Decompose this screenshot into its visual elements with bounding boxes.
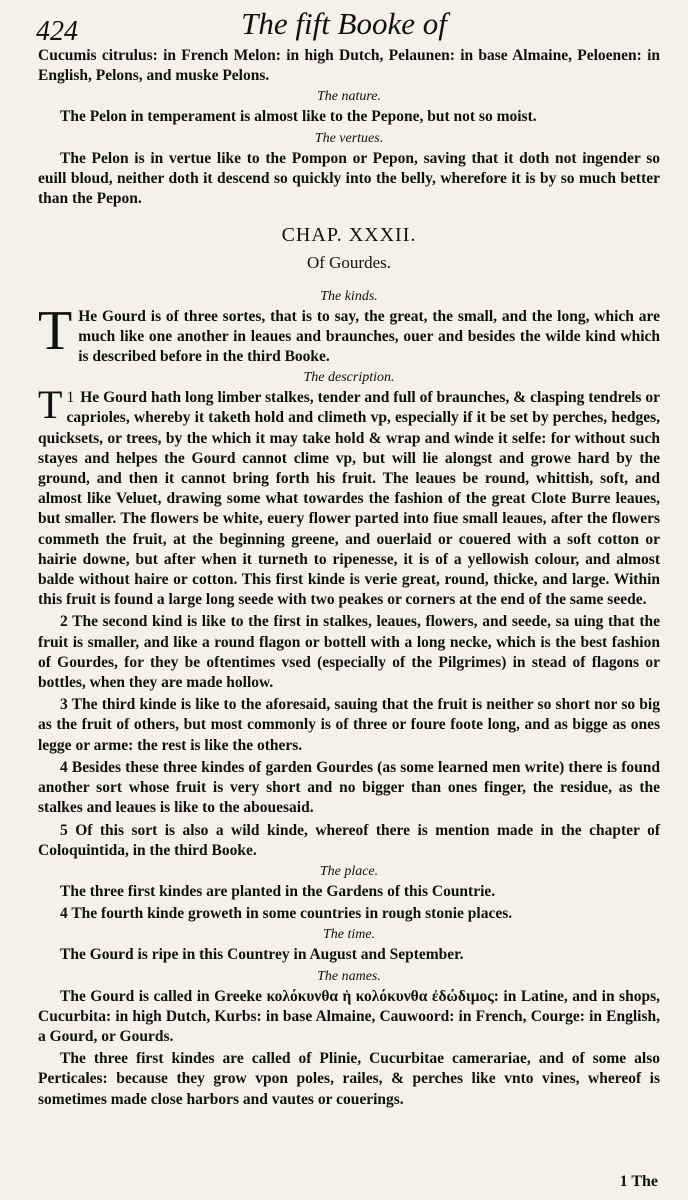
chapter-subtitle: Of Gourdes. [306, 253, 392, 273]
description-text-1: He Gourd hath long limber stalkes, tender and full of braunches, & clasping tendrels or caprioles, whereby it taketh hold and climeth vp, especially if it be set by perches, hedges, quicksets, or trees, by the which it may take hold & wrap and winde it selfe: for without such stayes and helpes the Gourd cannot clime vp, but will lie alongst and growe hard by the ground, and then it cannot bring forth his fruit. The leaues be round, whittish, soft, and almost like Veluet, drawing some what towardes the fashion of the great Clote Burre leaues, but smaller. The flowers be white, euery flower parted into fiue small leaues, after the flowers commeth the fruit, at the beginning greene, and ouerlaid or couered with a soft cotton or hairie downe, but after when it turneth to ripenesse, it is of a yellowish colour, and almost balde without haire or cotton. This first kinde is verie great, round, thicke, and large. Within this fruit is found a large long seede with two peakes or corners at the end of the same seede. [38, 389, 660, 609]
melon-names-paragraph: Cucumis citrulus: in French Melon: in high Dutch, Pelaunen: in base Almaine, Peloenen: in English, Pelons, and muske Pelons. [38, 47, 660, 85]
description-paragraph-5: 5 Of this sort is also a wild kinde, whereof there is mention made in the chapter of Coloquintida, in the third Booke. [38, 821, 660, 859]
vertues-heading: The vertues. [314, 130, 384, 146]
nature-paragraph: The Pelon in temperament is almost like to the Pepone, but not so moist. [60, 108, 537, 126]
place-line-2: 4 The fourth kinde groweth in some countries in rough stonie places. [60, 905, 513, 923]
chapter-title: CHAP. XXXII. [281, 224, 417, 247]
description-paragraph-2: 2 The second kind is like to the first in stalkes, leaues, flowers, and seede, sa uing that the fruit is smaller, and like a round flagon or bottell with a long necke, which is the best fashion of Gourdes, for they be oftentimes vsed (especially of the Pilgrimes) in stead of flagons or bottles, when they are made hollow. [38, 613, 660, 692]
time-paragraph: The Gourd is ripe in this Countrey in August and September. [60, 946, 464, 964]
description-paragraph-1 [38, 382, 660, 610]
page-body [38, 46, 660, 1112]
catchword: 1 The [619, 1173, 658, 1190]
kinds-paragraph [38, 299, 660, 368]
time-heading: The time. [322, 927, 376, 943]
description-paragraph-3: 3 The third kinde is like to the aforesaid, sauing that the fruit is neither so short nor so big as the fruit of others, but most commonly is of three or foure foote long, and as bigge as ones legge or arme: the rest is like the others. [38, 696, 660, 754]
running-title: The fift Booke of [241, 6, 447, 41]
description-paragraph-4: 4 Besides these three kindes of garden Gourdes (as some learned men write) there is found another sort whose fruit is very short and no bigger than ones finger, the residue, as the stalkes and leaues is like to the abouesaid. [38, 758, 660, 817]
names-heading: The names. [317, 968, 381, 984]
description-heading: The description. [303, 370, 395, 386]
drop-cap: T [38, 299, 73, 362]
place-line-1: The three first kindes are planted in the Gardens of this Countrie. [60, 882, 496, 900]
nature-heading: The nature. [316, 89, 382, 105]
names-paragraph-2: The three first kindes are called of Plinie, Cucurbitae camerariae, and of some also Perticales: because they grow vpon poles, railes, & perches like vnto vines, whereof is sometimes made close harbors and vautes or couerings. [38, 1050, 660, 1108]
place-heading: The place. [319, 863, 379, 879]
vertues-paragraph: The Pelon is in vertue like to the Pompon or Pepon, saving that it doth not ingender so euill bloud, neither doth it descend so quickly into the belly, wherefore it is by so much better than the Pepon. [38, 149, 660, 208]
page-number: 424 [36, 16, 78, 47]
drop-cap: T [38, 382, 63, 428]
paragraph-number: 1 [66, 389, 75, 407]
kinds-heading: The kinds. [320, 288, 378, 304]
kinds-text: He Gourd is of three sortes, that is to say, the great, the small, and the long, which are much like one another in leaues and braunches, ouer and besides the wilde kind which is described before in the third Booke. [78, 307, 660, 366]
names-paragraph-1: The Gourd is called in Greeke κολόκυνθα ἡ κολόκυνθα ἐδώδιμος: in Latine, and in shops, Cucurbita: in high Dutch, Kurbs: in base Almaine, Cauwoord: in French, Courge: in English, a Gourd, or Gourds. [38, 987, 660, 1045]
